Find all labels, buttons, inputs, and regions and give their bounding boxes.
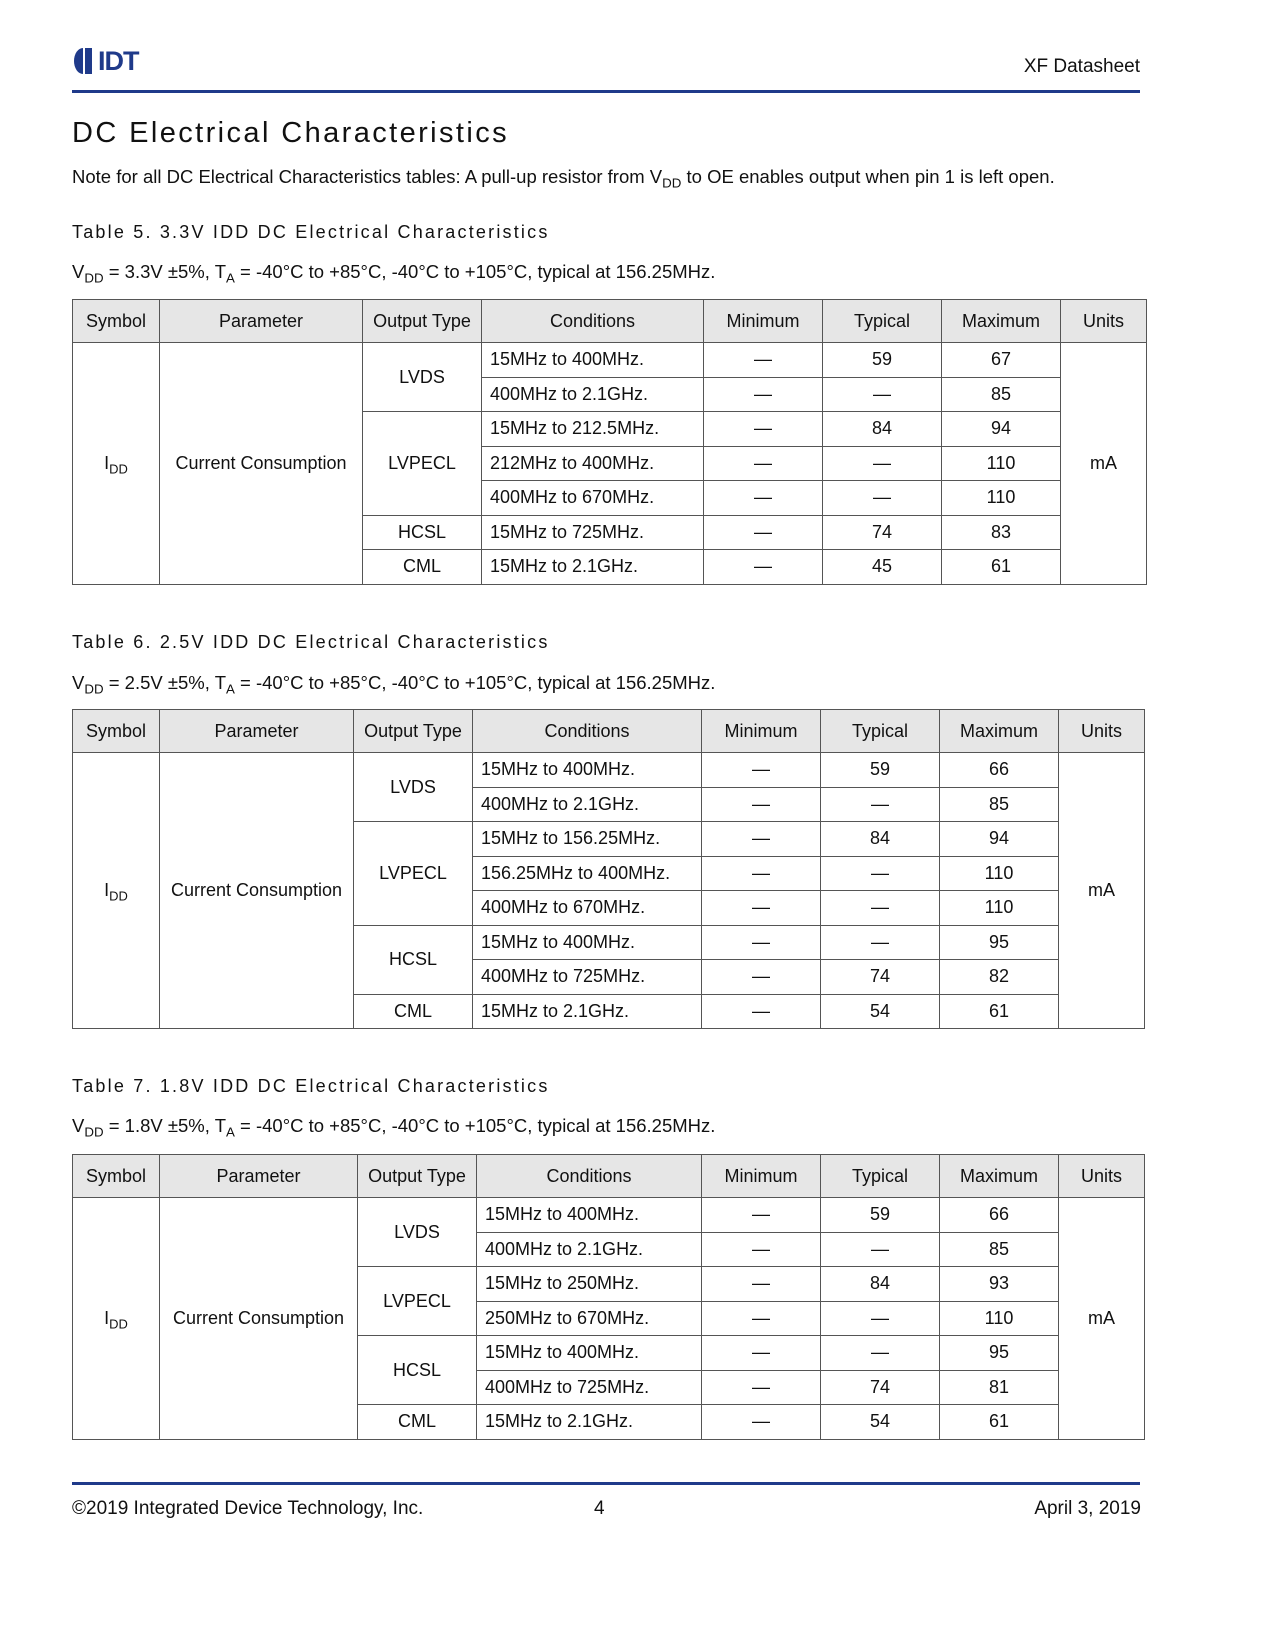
conditions-cell: 15MHz to 400MHz.	[477, 1198, 702, 1233]
column-header: Typical	[821, 710, 940, 753]
minimum-cell: —	[702, 1232, 821, 1267]
maximum-cell: 66	[940, 1198, 1059, 1233]
conditions-cell: 400MHz to 670MHz.	[473, 891, 702, 926]
company-logo	[72, 44, 139, 78]
table-header-row	[73, 710, 1145, 753]
maximum-cell: 85	[942, 377, 1061, 412]
conditions-cell: 15MHz to 725MHz.	[482, 515, 704, 550]
table-7	[72, 1154, 1145, 1440]
maximum-cell: 85	[940, 1232, 1059, 1267]
minimum-cell: —	[702, 960, 821, 995]
footer-page-number: 4	[594, 1498, 605, 1519]
maximum-cell: 66	[940, 753, 1059, 788]
typical-cell: 74	[821, 1370, 940, 1405]
table-5	[72, 299, 1147, 585]
column-header: Output Type	[354, 710, 473, 753]
conditions-cell: 15MHz to 212.5MHz.	[482, 412, 704, 447]
column-header: Maximum	[940, 710, 1059, 753]
column-header: Symbol	[73, 300, 160, 343]
maximum-cell: 61	[942, 550, 1061, 585]
maximum-cell: 61	[940, 994, 1059, 1029]
typical-cell: —	[821, 925, 940, 960]
output-type-cell: LVDS	[358, 1198, 477, 1267]
conditions-cell: 15MHz to 2.1GHz.	[482, 550, 704, 585]
output-type-cell: HCSL	[358, 1336, 477, 1405]
column-header: Parameter	[160, 710, 354, 753]
maximum-cell: 110	[942, 446, 1061, 481]
maximum-cell: 93	[940, 1267, 1059, 1302]
section-title: DC Electrical Characteristics	[72, 117, 510, 149]
conditions-cell: 400MHz to 2.1GHz.	[482, 377, 704, 412]
symbol-cell: $I_{DD}$	[73, 1198, 160, 1440]
maximum-cell: 110	[940, 891, 1059, 926]
maximum-cell: 67	[942, 343, 1061, 378]
conditions-cell: 400MHz to 2.1GHz.	[477, 1232, 702, 1267]
column-header: Units	[1061, 300, 1147, 343]
conditions-cell: 15MHz to 400MHz.	[473, 753, 702, 788]
minimum-cell: —	[702, 925, 821, 960]
output-type-cell: HCSL	[363, 515, 482, 550]
column-header: Units	[1059, 710, 1145, 753]
typical-cell: —	[823, 377, 942, 412]
symbol-cell: $I_{DD}$	[73, 753, 160, 1029]
typical-cell: 54	[821, 994, 940, 1029]
conditions-cell: 15MHz to 250MHz.	[477, 1267, 702, 1302]
minimum-cell: —	[702, 1198, 821, 1233]
table-7-conditions: $V_{DD} = 1.8V \pm 5\%$, $T_A = -40^\circ C$ to +85°C, -40°C to +105°C, typical at 156.25MHz.	[72, 1115, 716, 1140]
column-header: Output Type	[363, 300, 482, 343]
conditions-cell: 15MHz to 400MHz.	[473, 925, 702, 960]
column-header: Units	[1059, 1155, 1145, 1198]
minimum-cell: —	[704, 515, 823, 550]
maximum-cell: 83	[942, 515, 1061, 550]
typical-cell: 59	[821, 1198, 940, 1233]
typical-cell: —	[821, 891, 940, 926]
table-header-row	[73, 1155, 1145, 1198]
output-type-cell: LVPECL	[363, 412, 482, 516]
units-cell: mA	[1059, 1198, 1145, 1440]
typical-cell: 59	[821, 753, 940, 788]
maximum-cell: 110	[940, 1301, 1059, 1336]
footer-copyright: ©2019 Integrated Device Technology, Inc.	[72, 1498, 424, 1519]
column-header: Symbol	[73, 1155, 160, 1198]
typical-cell: —	[821, 1232, 940, 1267]
output-type-cell: LVPECL	[354, 822, 473, 926]
parameter-cell: Current Consumption	[160, 753, 354, 1029]
maximum-cell: 85	[940, 787, 1059, 822]
typical-cell: —	[821, 1301, 940, 1336]
column-header: Output Type	[358, 1155, 477, 1198]
table-row	[73, 343, 1147, 378]
column-header: Minimum	[702, 1155, 821, 1198]
idt-logo-mark-icon	[72, 46, 94, 76]
conditions-cell: 400MHz to 725MHz.	[473, 960, 702, 995]
column-header: Minimum	[704, 300, 823, 343]
symbol-cell: $I_{DD}$	[73, 343, 160, 585]
minimum-cell: —	[704, 481, 823, 516]
footer-date: April 3, 2019	[1034, 1498, 1141, 1519]
typical-cell: —	[821, 787, 940, 822]
conditions-cell: 15MHz to 400MHz.	[477, 1336, 702, 1371]
table-5-caption: Table 5. 3.3V IDD DC Electrical Characteristics	[72, 222, 550, 242]
output-type-cell: LVDS	[363, 343, 482, 412]
maximum-cell: 94	[940, 822, 1059, 857]
maximum-cell: 95	[940, 925, 1059, 960]
minimum-cell: —	[702, 787, 821, 822]
minimum-cell: —	[704, 377, 823, 412]
conditions-cell: 15MHz to 400MHz.	[482, 343, 704, 378]
typical-cell: 59	[823, 343, 942, 378]
parameter-cell: Current Consumption	[160, 1198, 358, 1440]
minimum-cell: —	[702, 753, 821, 788]
column-header: Minimum	[702, 710, 821, 753]
header-rule	[72, 90, 1140, 93]
conditions-cell: 212MHz to 400MHz.	[482, 446, 704, 481]
column-header: Conditions	[473, 710, 702, 753]
footer-rule	[72, 1482, 1140, 1485]
minimum-cell: —	[702, 994, 821, 1029]
column-header: Conditions	[482, 300, 704, 343]
section-note: Note for all DC Electrical Characteristics tables: A pull-up resistor from $V_{DD}$ to OE enables output when pin 1 is left open.	[72, 166, 1055, 191]
minimum-cell: —	[704, 343, 823, 378]
output-type-cell: CML	[354, 994, 473, 1029]
units-cell: mA	[1061, 343, 1147, 585]
conditions-cell: 400MHz to 2.1GHz.	[473, 787, 702, 822]
typical-cell: —	[823, 481, 942, 516]
logo-text: IDT	[98, 45, 139, 76]
column-header: Maximum	[940, 1155, 1059, 1198]
document-title: XF Datasheet	[1023, 56, 1140, 77]
column-header: Typical	[823, 300, 942, 343]
table-7-caption: Table 7. 1.8V IDD DC Electrical Characteristics	[72, 1076, 550, 1096]
typical-cell: 84	[821, 1267, 940, 1302]
table-5-conditions: $V_{DD} = 3.3V \pm 5\%$, $T_A = -40^\circ C$ to +85°C, -40°C to +105°C, typical at 156.25MHz.	[72, 261, 716, 286]
column-header: Typical	[821, 1155, 940, 1198]
minimum-cell: —	[702, 1267, 821, 1302]
column-header: Maximum	[942, 300, 1061, 343]
output-type-cell: HCSL	[354, 925, 473, 994]
typical-cell: —	[821, 856, 940, 891]
minimum-cell: —	[702, 822, 821, 857]
column-header: Symbol	[73, 710, 160, 753]
table-6	[72, 709, 1145, 1029]
conditions-cell: 156.25MHz to 400MHz.	[473, 856, 702, 891]
conditions-cell: 15MHz to 2.1GHz.	[473, 994, 702, 1029]
minimum-cell: —	[702, 856, 821, 891]
typical-cell: 74	[823, 515, 942, 550]
maximum-cell: 110	[940, 856, 1059, 891]
typical-cell: 84	[821, 822, 940, 857]
conditions-cell: 15MHz to 2.1GHz.	[477, 1405, 702, 1440]
minimum-cell: —	[704, 412, 823, 447]
typical-cell: 54	[821, 1405, 940, 1440]
maximum-cell: 81	[940, 1370, 1059, 1405]
typical-cell: 84	[823, 412, 942, 447]
minimum-cell: —	[702, 1336, 821, 1371]
typical-cell: —	[821, 1336, 940, 1371]
maximum-cell: 110	[942, 481, 1061, 516]
minimum-cell: —	[702, 1301, 821, 1336]
conditions-cell: 400MHz to 670MHz.	[482, 481, 704, 516]
output-type-cell: LVPECL	[358, 1267, 477, 1336]
minimum-cell: —	[704, 550, 823, 585]
maximum-cell: 61	[940, 1405, 1059, 1440]
table-header-row	[73, 300, 1147, 343]
output-type-cell: LVDS	[354, 753, 473, 822]
column-header: Conditions	[477, 1155, 702, 1198]
conditions-cell: 15MHz to 156.25MHz.	[473, 822, 702, 857]
conditions-cell: 400MHz to 725MHz.	[477, 1370, 702, 1405]
typical-cell: 45	[823, 550, 942, 585]
maximum-cell: 95	[940, 1336, 1059, 1371]
table-row	[73, 753, 1145, 788]
typical-cell: 74	[821, 960, 940, 995]
maximum-cell: 94	[942, 412, 1061, 447]
output-type-cell: CML	[363, 550, 482, 585]
column-header: Parameter	[160, 300, 363, 343]
parameter-cell: Current Consumption	[160, 343, 363, 585]
column-header: Parameter	[160, 1155, 358, 1198]
units-cell: mA	[1059, 753, 1145, 1029]
minimum-cell: —	[704, 446, 823, 481]
table-row	[73, 1198, 1145, 1233]
maximum-cell: 82	[940, 960, 1059, 995]
conditions-cell: 250MHz to 670MHz.	[477, 1301, 702, 1336]
minimum-cell: —	[702, 1405, 821, 1440]
table-6-conditions: $V_{DD} = 2.5V \pm 5\%$, $T_A = -40^\circ C$ to +85°C, -40°C to +105°C, typical at 156.25MHz.	[72, 672, 716, 697]
minimum-cell: —	[702, 891, 821, 926]
table-6-caption: Table 6. 2.5V IDD DC Electrical Characteristics	[72, 632, 550, 652]
minimum-cell: —	[702, 1370, 821, 1405]
output-type-cell: CML	[358, 1405, 477, 1440]
typical-cell: —	[823, 446, 942, 481]
